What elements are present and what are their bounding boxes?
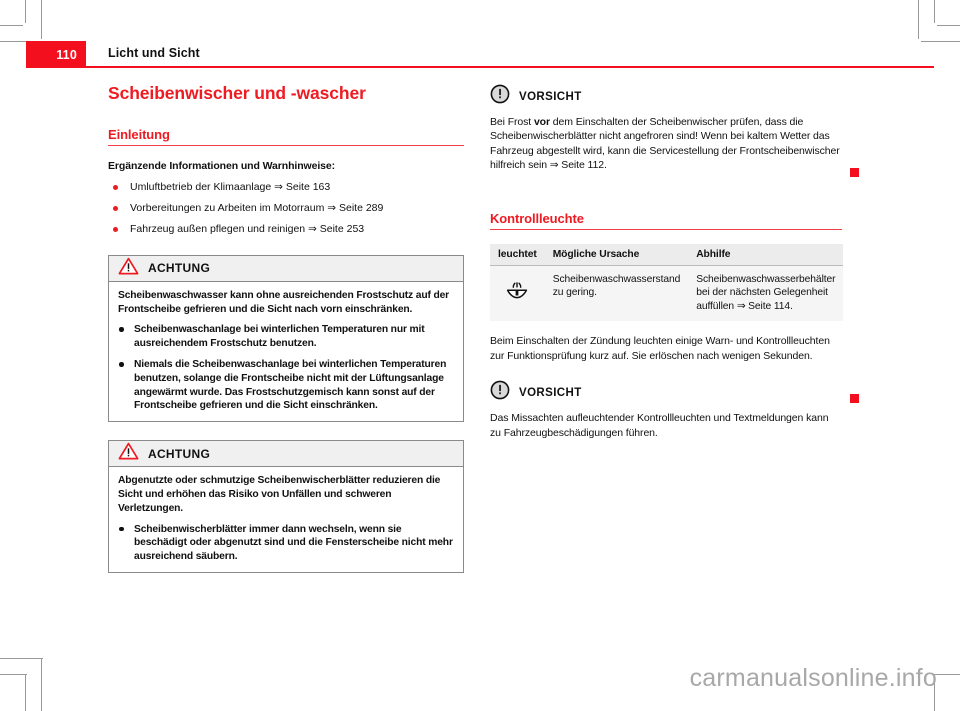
warning-paragraph-text: Scheibenwaschanlage bei winterlichen Temperaturen nur mit ausreichendem Frostschutz benutzen. xyxy=(134,324,425,350)
page-header xyxy=(0,41,960,68)
crop-mark-top-left xyxy=(25,0,26,23)
section-end-marker xyxy=(850,394,859,403)
warning-paragraph xyxy=(118,523,454,564)
bullet-dot-icon xyxy=(119,362,124,367)
caution-header-bottom xyxy=(490,380,842,405)
list-item xyxy=(108,181,464,195)
section-end-marker xyxy=(850,168,859,177)
watermark: carmanualsonline.info xyxy=(689,664,937,692)
warning-triangle-icon xyxy=(118,442,139,465)
caution-label: VORSICHT xyxy=(519,386,582,399)
table-header-cell: Abhilfe xyxy=(688,244,843,266)
warning-box-achtung-1 xyxy=(108,255,464,422)
list-item-label: Vorbereitungen zu Arbeiten im Motorraum ⇒ Seite 289 xyxy=(130,202,384,215)
header-divider xyxy=(86,66,934,68)
bullet-dot-icon xyxy=(119,327,124,332)
washer-fluid-icon xyxy=(504,294,530,305)
control-lamp-table xyxy=(490,244,843,321)
section-divider xyxy=(108,145,464,146)
caution-header-top xyxy=(490,84,842,109)
warning-box-body xyxy=(109,282,463,421)
warning-paragraph xyxy=(118,323,454,351)
warning-paragraph-text: Niemals die Scheibenwaschanlage bei winterlichen Temperaturen benutzen, solange die Frontscheibe nicht mit der Lüftungsanlage angewärmt wurde. Das Frostschutzgemisch kann sonst auf der Frontscheibe gefrieren und die Sicht einschränken. xyxy=(134,359,447,412)
caution-text-part: Bei Frost xyxy=(490,116,534,128)
right-column xyxy=(490,84,842,440)
bullet-dot-icon xyxy=(113,206,118,211)
section-lead-text: Ergänzende Informationen und Warnhinweise: xyxy=(108,160,336,173)
table-cell-icon xyxy=(490,265,545,321)
crop-mark-top-right xyxy=(918,0,919,39)
left-column xyxy=(108,84,464,573)
list-item xyxy=(108,202,464,216)
caution-text-top xyxy=(490,115,842,173)
list-item-label: Fahrzeug außen pflegen und reinigen ⇒ Seite 253 xyxy=(130,222,365,235)
warning-box-label: ACHTUNG xyxy=(148,446,211,461)
warning-box-body xyxy=(109,467,463,572)
crop-mark-top-left xyxy=(41,0,42,39)
crop-mark-bottom-left xyxy=(0,658,43,659)
warning-box-header xyxy=(109,441,463,467)
caution-text-emphasis: vor xyxy=(533,116,550,128)
table-header-cell: leuchtet xyxy=(490,244,545,266)
crop-mark-top-left xyxy=(0,25,23,26)
warning-paragraph xyxy=(118,358,454,413)
warning-paragraph: Abgenutzte oder schmutzige Scheibenwischerblätter reduzieren die Sicht und erhöhen das Risiko von Unfällen und schweren Verletzungen. xyxy=(118,475,441,514)
page-title: Scheibenwischer und -wascher xyxy=(108,83,366,103)
crop-mark-top-right xyxy=(937,25,960,26)
table-header-row xyxy=(490,244,843,266)
bullet-dot-icon xyxy=(113,185,118,190)
cross-reference-list xyxy=(108,181,464,237)
caution-circle-icon xyxy=(490,380,510,405)
bullet-dot-icon xyxy=(119,527,124,532)
warning-box-achtung-2 xyxy=(108,440,464,573)
crop-mark-top-right xyxy=(934,0,935,23)
section-divider xyxy=(490,229,842,230)
caution-label: VORSICHT xyxy=(519,90,582,103)
page-number-badge: 110 xyxy=(26,41,86,68)
caution-circle-icon xyxy=(490,84,510,109)
table-cell-remedy: Scheibenwaschwasserbehälter bei der nächsten Gelegenheit auffüllen ⇒ Seite 114. xyxy=(688,265,843,321)
section-heading-kontrollleuchte: Kontrollleuchte xyxy=(490,210,584,226)
section-heading-einleitung: Einleitung xyxy=(108,127,170,143)
table-row xyxy=(490,265,843,321)
page-header-title: Licht und Sicht xyxy=(108,46,200,60)
list-item xyxy=(108,223,464,237)
warning-paragraph: Scheibenwaschwasser kann ohne ausreichenden Frostschutz auf der Frontscheibe gefrieren und die Sicht nach vorn einschränken. xyxy=(118,289,450,315)
warning-box-header xyxy=(109,256,463,282)
warning-triangle-icon xyxy=(118,257,139,280)
caution-text-part: dem Einschalten der Scheibenwischer prüfen, dass die Scheibenwischerblätter nicht angefroren sind! Wenn bei kaltem Wetter das Fahrzeug abgestellt wird, kann die Servicestellung der Frontscheibenwischer hilfreich sein ⇒ Seite 112. xyxy=(490,116,840,172)
list-item-label: Umluftbetrieb der Klimaanlage ⇒ Seite 163 xyxy=(130,181,331,194)
caution-text-bottom: Das Missachten aufleuchtender Kontrollleuchten und Textmeldungen kann zu Fahrzeugbeschädigungen führen. xyxy=(490,412,829,439)
warning-paragraph-text: Scheibenwischerblätter immer dann wechseln, wenn sie beschädigt oder abgenutzt sind und die Fensterscheibe nicht mehr ausreichend säubern. xyxy=(134,523,453,563)
table-cell-cause: Scheibenwaschwasserstand zu gering. xyxy=(545,265,689,321)
warning-box-label: ACHTUNG xyxy=(148,261,211,276)
lamp-section-note: Beim Einschalten der Zündung leuchten einige Warn- und Kontrollleuchten zur Funktionsprüfung kurz auf. Sie erlöschen nach wenigen Sekunden. xyxy=(490,335,830,362)
table-header-cell: Mögliche Ursache xyxy=(545,244,689,266)
bullet-dot-icon xyxy=(113,227,118,232)
